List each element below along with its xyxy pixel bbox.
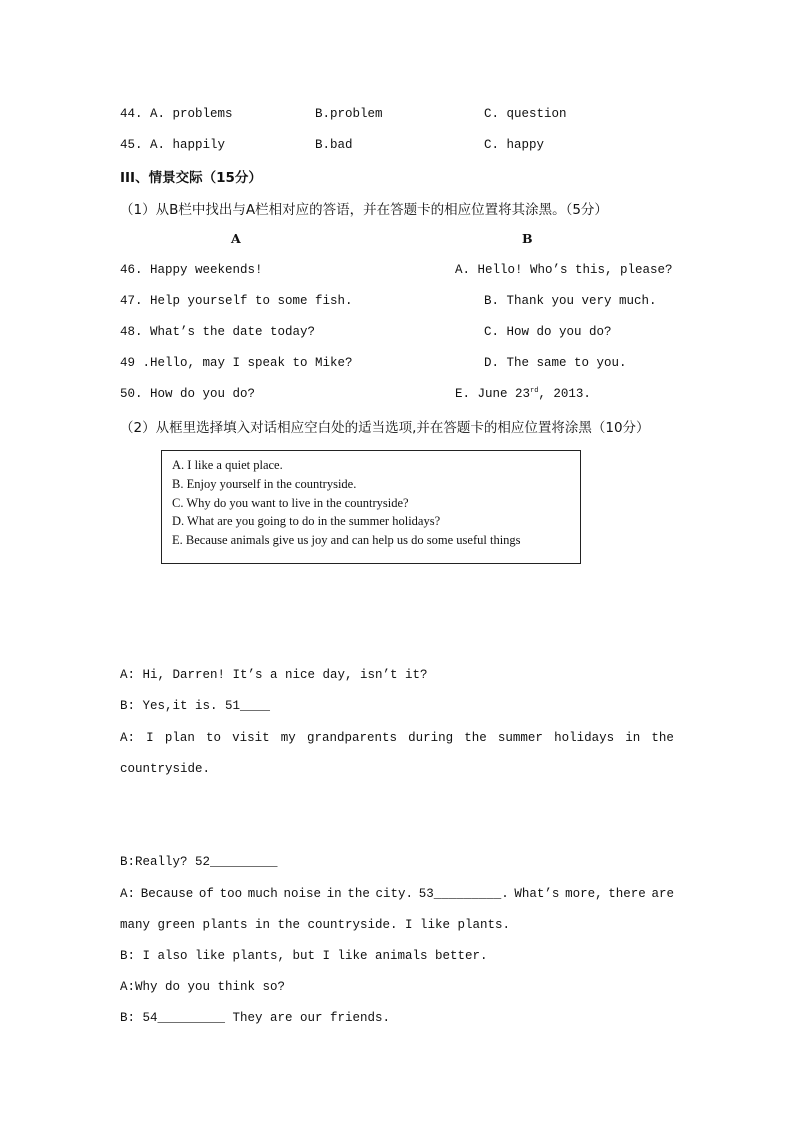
- option-b: B.bad: [315, 138, 353, 152]
- word: grandparents: [306, 731, 397, 745]
- word: I: [146, 731, 154, 745]
- word: visit: [232, 731, 270, 745]
- option-c: C. happy: [484, 138, 545, 152]
- part1-instruction: （1）从B栏中找出与A栏相对应的答语，并在答题卡的相应位置将其涂黑。（5分）: [120, 202, 608, 218]
- question-45: [120, 138, 225, 152]
- word: more,: [565, 887, 603, 901]
- word: city.: [375, 887, 414, 901]
- word: in: [625, 731, 641, 745]
- dialogue-line-3: [120, 731, 674, 745]
- word: noise: [283, 887, 321, 901]
- word: the: [464, 731, 487, 745]
- word: there: [608, 887, 646, 901]
- dialogue-line-2: B: Yes,it is. 51____: [120, 699, 271, 713]
- pair-b-a: A. Hello! Who’s this, please?: [455, 263, 673, 277]
- dialogue-line-8: B: 54_________ They are our friends.: [120, 1011, 391, 1025]
- pair-b-c: C. How do you do?: [484, 325, 612, 339]
- word: much: [247, 887, 278, 901]
- word: in: [326, 887, 342, 901]
- pair-b-e-year: , 2013.: [538, 387, 591, 401]
- dialogue-line-7: A:Why do you think so?: [120, 980, 286, 994]
- word: What’s: [514, 887, 560, 901]
- option-b: B.problem: [315, 107, 383, 121]
- word: too: [219, 887, 243, 901]
- part2-instruction: （2）从框里选择填入对话相应空白处的适当选项,并在答题卡的相应位置将涂黑（10分）: [120, 420, 650, 436]
- dialogue-line-4: B:Really? 52_________: [120, 855, 278, 869]
- word: are: [651, 887, 674, 901]
- box-option-d: D. What are you going to do in the summer holidays?: [172, 514, 441, 528]
- box-option-a: A. I like a quiet place.: [172, 458, 283, 472]
- question-number: 45.: [120, 138, 143, 152]
- pair-b-b: B. Thank you very much.: [484, 294, 657, 308]
- box-option-e: E. Because animals give us joy and can help us do some useful things: [172, 533, 521, 547]
- option-a: A. problems: [150, 107, 233, 121]
- option-c: C. question: [484, 107, 567, 121]
- pair-a-46: 46. Happy weekends!: [120, 263, 263, 277]
- pair-b-d: D. The same to you.: [484, 356, 627, 370]
- pair-a-48: 48. What’s the date today?: [120, 325, 316, 339]
- column-b-header: B: [522, 231, 533, 246]
- option-a: A. happily: [150, 138, 226, 152]
- box-option-c: C. Why do you want to live in the countryside?: [172, 496, 409, 510]
- dialogue-line-6: B: I also like plants, but I like animals better.: [120, 949, 488, 963]
- word: A:: [120, 887, 136, 901]
- word: the: [347, 887, 370, 901]
- question-number: 44.: [120, 107, 143, 121]
- word: of: [198, 887, 214, 901]
- pair-b-e: [455, 387, 591, 401]
- word: A:: [120, 731, 136, 745]
- section-title: III、情景交际（15分）: [120, 170, 262, 186]
- word: plan: [164, 731, 195, 745]
- word: to: [205, 731, 221, 745]
- word: the: [651, 731, 674, 745]
- options-box: [161, 450, 581, 564]
- pair-b-e-text: E. June 23: [455, 387, 531, 401]
- ordinal-suffix: rd: [530, 386, 539, 395]
- word: 53_________.: [418, 887, 509, 901]
- pair-a-47: 47. Help yourself to some fish.: [120, 294, 353, 308]
- column-a-header: A: [231, 231, 241, 246]
- dialogue-line-1: A: Hi, Darren! It’s a nice day, isn’t it?: [120, 668, 428, 682]
- box-option-b: B. Enjoy yourself in the countryside.: [172, 477, 357, 491]
- word: Because: [140, 887, 194, 901]
- dialogue-line-5: [120, 887, 674, 901]
- question-44: [120, 107, 233, 121]
- dialogue-line-3-cont: countryside.: [120, 762, 211, 776]
- word: during: [408, 731, 454, 745]
- dialogue-line-5-cont: many green plants in the countryside. I like plants.: [120, 918, 511, 932]
- word: my: [280, 731, 296, 745]
- word: summer: [497, 731, 543, 745]
- pair-a-49: 49 .Hello, may I speak to Mike?: [120, 356, 353, 370]
- pair-a-50: 50. How do you do?: [120, 387, 256, 401]
- word: holidays: [554, 731, 615, 745]
